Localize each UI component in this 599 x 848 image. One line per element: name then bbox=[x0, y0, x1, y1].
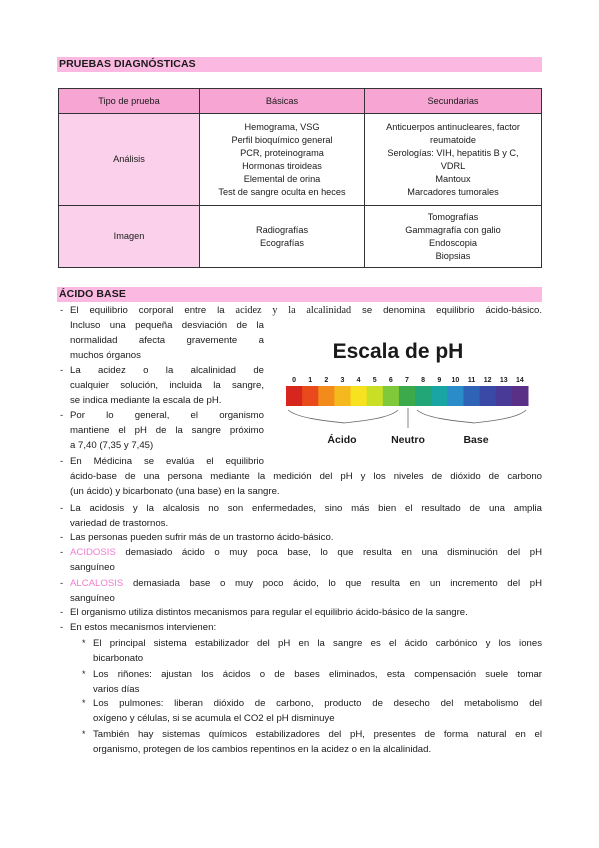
text-line: mantiene el pH de la sangre próximo bbox=[70, 425, 264, 436]
section-header-acido-base bbox=[57, 287, 542, 302]
ph-tick-label: 9 bbox=[437, 377, 442, 384]
ph-color-segment bbox=[463, 386, 480, 406]
bullet-marker: * bbox=[82, 638, 86, 648]
ph-color-bar bbox=[286, 386, 529, 406]
ph-tick-label: 1 bbox=[308, 377, 313, 384]
table-header-row bbox=[59, 89, 542, 114]
text-line: normalidad afecta gravemente a bbox=[70, 335, 264, 346]
text-line: varios días bbox=[93, 684, 140, 695]
text-fragment: El equilibrio corporal entre la bbox=[70, 305, 236, 316]
ph-color-segment bbox=[415, 386, 432, 406]
ph-tick-label: 11 bbox=[467, 377, 476, 384]
text-line: También hay sistemas químicos estabilizadores del pH, presentes de forma natural en el bbox=[93, 729, 542, 740]
ph-tick-label: 7 bbox=[405, 377, 409, 384]
row-type-cell: Análisis bbox=[59, 114, 200, 206]
diagnostic-tests-table bbox=[58, 88, 542, 268]
text-line: organismo, protegen de los cambios repentinos en la acidez o en la alcalinidad. bbox=[93, 744, 432, 755]
text-line: Las personas pueden sufrir más de un trastorno ácido-básico. bbox=[70, 532, 334, 543]
ph-label-acid: Ácido bbox=[327, 434, 357, 446]
text-line: Los riñones: ajustan los ácidos o de bases eliminados, esta compensación suele tomar bbox=[93, 669, 542, 680]
text-line: En Médicina se evalúa el equilibrio bbox=[70, 456, 264, 467]
list-dash: - bbox=[60, 578, 64, 589]
ph-tick-label: 6 bbox=[388, 377, 393, 384]
cell-line: Hemograma, VSG bbox=[244, 121, 320, 132]
bullet-marker: * bbox=[82, 698, 86, 708]
column-header: Tipo de prueba bbox=[59, 89, 200, 114]
text-line: ácido-base de una persona mediante la medición del pH y los niveles de dióxido de carbono bbox=[70, 471, 542, 482]
ph-tick-label: 2 bbox=[324, 377, 329, 384]
text-line: oxígeno y células, si se acumula el CO2 el pH disminuye bbox=[93, 713, 335, 724]
section-title: PRUEBAS DIAGNÓSTICAS bbox=[59, 58, 196, 70]
cell-line: Endoscopia bbox=[428, 237, 477, 248]
basicas-cell bbox=[200, 206, 365, 268]
cell-line: Gammagrafía con galio bbox=[405, 224, 501, 235]
cell-line: Ecografías bbox=[260, 237, 304, 248]
ph-tick-label: 8 bbox=[421, 377, 426, 384]
cell-line: Radiografías bbox=[255, 224, 309, 235]
term-acidosis: ACIDOSIS bbox=[70, 547, 116, 558]
ph-color-segment bbox=[351, 386, 368, 406]
cell-line: Mantoux bbox=[435, 173, 471, 184]
bullet-marker: * bbox=[82, 669, 86, 679]
ph-color-segment bbox=[383, 386, 400, 406]
text-line: El organismo utiliza distintos mecanismos para regular el equilibrio ácido-básico de la sangre. bbox=[70, 607, 468, 618]
text-line: La acidez o la alcalinidad de bbox=[70, 365, 264, 376]
term-alcalosis: ALCALOSIS bbox=[70, 578, 124, 589]
text-fragment: se denomina equilibrio ácido-básico. bbox=[351, 305, 542, 316]
cell-line: Hormonas tiroideas bbox=[242, 160, 322, 171]
ph-color-segment bbox=[334, 386, 351, 406]
cell-line: PCR, proteinograma bbox=[240, 147, 324, 158]
text-line: Los pulmones: liberan dióxido de carbono, producto de desecho del metabolismo del bbox=[93, 698, 542, 709]
ph-tick-label: 0 bbox=[292, 377, 297, 384]
ph-brackets bbox=[288, 408, 526, 428]
text-line: sanguíneo bbox=[70, 593, 115, 604]
list-dash: - bbox=[60, 607, 64, 618]
ph-color-segment bbox=[480, 386, 497, 406]
cell-line: Elemental de orina bbox=[243, 173, 321, 184]
column-header: Secundarias bbox=[365, 89, 542, 114]
bullet-marker: * bbox=[82, 729, 86, 739]
basicas-cell bbox=[200, 114, 365, 206]
cell-line: Tomografías bbox=[427, 211, 479, 222]
text-line: En estos mecanismos intervienen: bbox=[70, 622, 217, 633]
ph-figure-title: Escala de pH bbox=[332, 340, 464, 363]
list-dash: - bbox=[60, 532, 64, 543]
cell-line: Biopsias bbox=[435, 250, 471, 261]
column-header: Básicas bbox=[200, 89, 365, 114]
ph-color-segment bbox=[447, 386, 464, 406]
text-line: muchos órganos bbox=[70, 350, 141, 361]
ph-tick-label: 10 bbox=[451, 377, 460, 384]
ph-tick-label: 3 bbox=[340, 377, 345, 384]
text-line: cualquier solución, incluida la sangre, bbox=[70, 380, 264, 391]
ph-tick-label: 14 bbox=[516, 377, 524, 384]
list-dash: - bbox=[60, 410, 64, 421]
ph-tick-label: 12 bbox=[483, 377, 492, 384]
row-type-cell: Imagen bbox=[59, 206, 200, 268]
ph-color-segment bbox=[399, 386, 416, 406]
table-row bbox=[59, 114, 542, 206]
section-header-pruebas bbox=[57, 57, 542, 72]
list-dash: - bbox=[60, 305, 64, 316]
ph-color-segment bbox=[367, 386, 384, 406]
text-fragment: demasiado ácido o muy poca base, lo que resulta en una disminución del pH bbox=[115, 547, 542, 558]
text-line: Incluso una pequeña desviación de la bbox=[70, 320, 264, 331]
text-line: La acidosis y la alcalosis no son enfermedades, sino más bien el resultado de una amplia bbox=[70, 503, 542, 514]
ph-label-neutral: Neutro bbox=[391, 434, 425, 446]
ph-color-segment bbox=[286, 386, 303, 406]
cell-line: Anticuerpos antinucleares, factor bbox=[386, 121, 520, 132]
ph-color-segment bbox=[431, 386, 448, 406]
text-line: Por lo general, el organismo bbox=[70, 410, 264, 421]
text-line: sanguíneo bbox=[70, 562, 115, 573]
list-dash: - bbox=[60, 365, 64, 376]
list-dash: - bbox=[60, 622, 64, 633]
text-line: bicarbonato bbox=[93, 653, 144, 664]
cell-line: Marcadores tumorales bbox=[407, 186, 499, 197]
text-line: variedad de trastornos. bbox=[70, 518, 169, 529]
ph-tick-label: 5 bbox=[372, 377, 377, 384]
ph-scale-figure bbox=[280, 330, 540, 452]
ph-color-segment bbox=[512, 386, 529, 406]
secundarias-cell bbox=[365, 206, 542, 268]
ph-color-segment bbox=[302, 386, 319, 406]
cell-line: Serologías: VIH, hepatitis B y C, bbox=[387, 147, 519, 158]
section-title: ÁCIDO BASE bbox=[59, 288, 126, 300]
text-fragment: demasiada base o muy poco ácido, lo que resulta en un incremento del pH bbox=[123, 578, 542, 589]
ph-color-segment bbox=[318, 386, 335, 406]
ph-label-base: Base bbox=[463, 434, 489, 446]
secundarias-cell bbox=[365, 114, 542, 206]
cell-line: Perfil bioquímico general bbox=[231, 134, 333, 145]
ph-tick-label: 13 bbox=[499, 377, 508, 384]
cell-line: VDRL bbox=[440, 160, 466, 171]
text-line bbox=[70, 303, 542, 318]
text-line: se indica mediante la escala de pH. bbox=[70, 395, 222, 406]
cell-line: Test de sangre oculta en heces bbox=[218, 186, 346, 197]
text-line: (un ácido) y bicarbonato (una base) en la sangre. bbox=[70, 486, 280, 497]
text-line bbox=[70, 545, 542, 560]
text-line bbox=[70, 576, 542, 591]
text-line: El principal sistema estabilizador del pH en la sangre es el ácido carbónico y los iones bbox=[93, 638, 542, 649]
table-row bbox=[59, 206, 542, 268]
ph-color-segment bbox=[496, 386, 513, 406]
text-line: a 7,40 (7,35 y 7,45) bbox=[70, 440, 154, 451]
text-emphasis: acidez y la alcalinidad bbox=[235, 305, 352, 316]
ph-tick-labels bbox=[292, 377, 524, 384]
list-dash: - bbox=[60, 503, 64, 514]
list-dash: - bbox=[60, 456, 64, 467]
list-dash: - bbox=[60, 547, 64, 558]
ph-tick-label: 4 bbox=[356, 377, 361, 384]
cell-line: reumatoide bbox=[430, 134, 476, 145]
